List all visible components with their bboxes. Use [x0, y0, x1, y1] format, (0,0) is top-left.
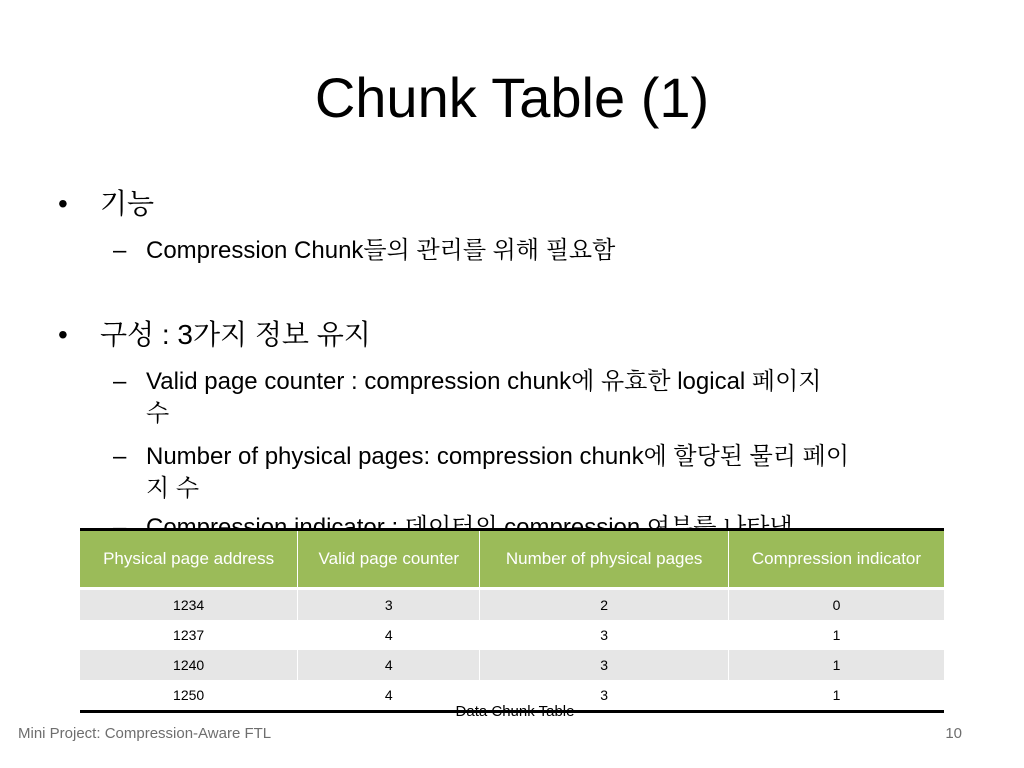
cell-number-of-physical-pages: 3 [480, 680, 729, 712]
table-row [80, 650, 944, 680]
cell-compression-indicator: 0 [728, 589, 944, 621]
header-valid-page-counter: Valid page counter [298, 530, 480, 589]
cell-compression-indicator: 1 [728, 620, 944, 650]
sub-bullet [113, 441, 849, 505]
cell-compression-indicator: 1 [728, 680, 944, 712]
footer-text: Mini Project: Compression-Aware FTL [18, 725, 272, 742]
data-chunk-table-wrapper [80, 528, 944, 713]
cell-physical-page-address: 1234 [80, 589, 298, 621]
table-caption: Data Chunk Table [455, 703, 575, 717]
sub-bullet [113, 235, 615, 267]
cell-valid-page-counter: 4 [298, 620, 480, 650]
bullet-label: 구성 : 3가지 정보 유지 [100, 319, 371, 350]
dash-icon: – [113, 237, 127, 264]
cell-physical-page-address: 1250 [80, 680, 298, 712]
sub-bullet-text-continued: 지 수 [146, 475, 200, 502]
sub-bullet-text: Valid page counter : compression chunk에 유효한 logical 페이지 [146, 368, 822, 395]
cell-number-of-physical-pages: 3 [480, 620, 729, 650]
cell-physical-page-address: 1240 [80, 650, 298, 680]
bullet-label: 기능 [100, 188, 155, 219]
bullet-dot-icon: • [58, 188, 68, 219]
cell-valid-page-counter: 4 [298, 680, 480, 712]
bullet-dot-icon: • [58, 319, 68, 350]
dash-icon: – [113, 443, 127, 470]
header-compression-indicator: Compression indicator [728, 530, 944, 589]
cell-number-of-physical-pages: 2 [480, 589, 729, 621]
sub-bullet-text: Compression Chunk들의 관리를 위해 필요함 [146, 237, 616, 264]
bullet-composition [58, 318, 371, 352]
sub-bullet-text: Number of physical pages: compression chunk에 할당된 물리 페이 [146, 443, 850, 470]
header-number-of-physical-pages: Number of physical pages [480, 530, 729, 589]
sub-bullet [113, 366, 821, 430]
table-row [80, 589, 944, 621]
dash-icon: – [113, 368, 127, 395]
cell-physical-page-address: 1237 [80, 620, 298, 650]
table-header-row [80, 530, 944, 589]
sub-bullet-text-continued: 수 [146, 400, 170, 427]
cell-number-of-physical-pages: 3 [480, 650, 729, 680]
page-number: 10 [945, 725, 962, 742]
cell-valid-page-counter: 4 [298, 650, 480, 680]
header-physical-page-address: Physical page address [80, 530, 298, 589]
slide-title: Chunk Table (1) [314, 66, 710, 129]
cell-compression-indicator: 1 [728, 650, 944, 680]
data-chunk-table [80, 528, 944, 713]
bullet-function [58, 187, 154, 221]
cell-valid-page-counter: 3 [298, 589, 480, 621]
table-row [80, 620, 944, 650]
